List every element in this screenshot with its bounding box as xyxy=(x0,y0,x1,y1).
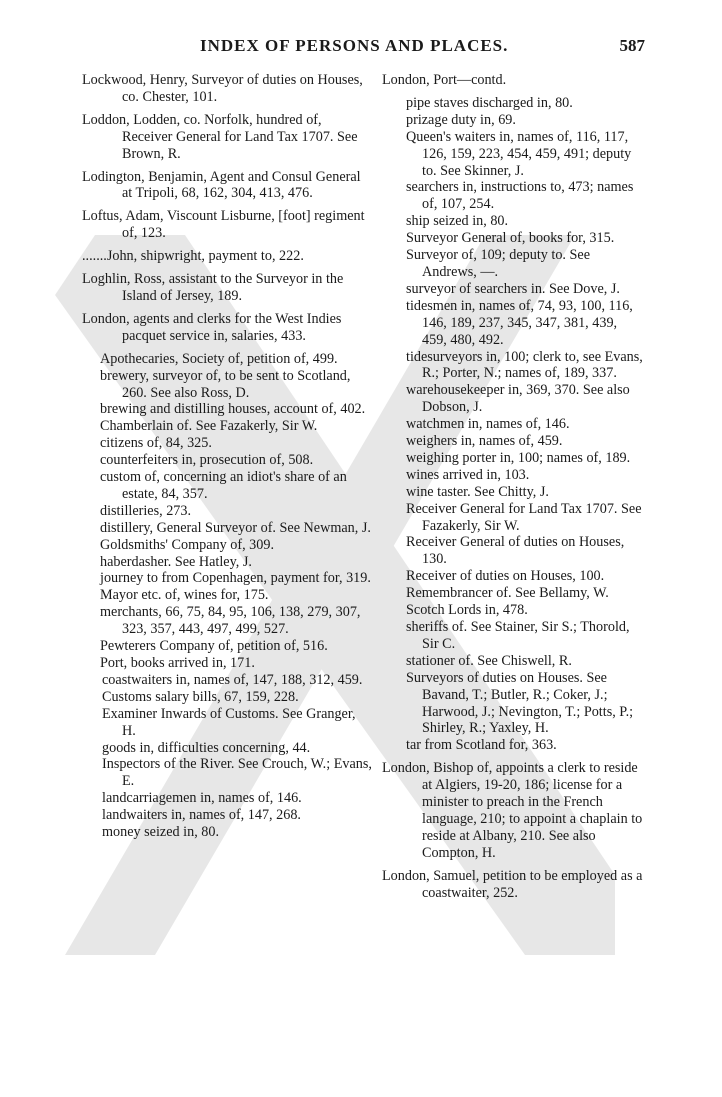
page-number: 587 xyxy=(619,36,645,55)
index-subentry: landcarriagemen in, names of, 146. xyxy=(102,790,302,807)
index-subentry: Scotch Lords in, 478. xyxy=(406,602,528,619)
index-entry: Loftus, Adam, Viscount Lisburne, [foot] regiment of, 123. xyxy=(82,208,365,242)
index-entry: .......John, shipwright, payment to, 222. xyxy=(82,248,304,265)
index-subentry: citizens of, 84, 325. xyxy=(100,435,212,452)
index-entry: Lockwood, Henry, Surveyor of duties on Houses, co. Chester, 101. xyxy=(82,72,363,105)
index-subentry: Examiner Inwards of Customs. See Granger, H. xyxy=(102,705,356,739)
index-subentry: Surveyor General of, books for, 315. xyxy=(406,230,615,247)
index-subentry: journey to from Copenhagen, payment for, 319. xyxy=(100,570,371,587)
index-entry: Loghlin, Ross, assistant to the Surveyor in the Island of Jersey, 189. xyxy=(82,271,344,304)
index-subentry: weighers in, names of, 459. xyxy=(406,433,563,450)
index-column-right xyxy=(382,72,644,908)
index-entry: London, Port—contd. xyxy=(382,72,507,88)
index-subentry: brewery, surveyor of, to be sent to Scotland, 260. See also Ross, D. xyxy=(100,367,351,401)
index-subentry: Surveyors of duties on Houses. See Bavand, T.; Butler, R.; Coker, J.; Harwood, J.; Nevington, T.; Potts, P.; Shirley, R.; Yaxley, H. xyxy=(406,669,634,737)
index-subentry: surveyor of searchers in. See Dove, J. xyxy=(406,280,620,297)
index-subentry: counterfeiters in, prosecution of, 508. xyxy=(100,452,314,469)
index-column-left xyxy=(82,72,372,841)
index-subentry: wines arrived in, 103. xyxy=(406,466,530,483)
index-subentry: haberdasher. See Hatley, J. xyxy=(100,553,252,570)
index-subentry: Surveyor of, 109; deputy to. See Andrews, —. xyxy=(406,247,591,280)
index-subentry: warehousekeeper in, 369, 370. See also Dobson, J. xyxy=(406,382,630,416)
index-subentry: prizage duty in, 69. xyxy=(406,111,516,128)
index-subentry: distilleries, 273. xyxy=(100,502,192,519)
index-subentry: money seized in, 80. xyxy=(102,824,220,841)
index-subentry: Queen's waiters in, names of, 116, 117, 126, 159, 223, 454, 459, 491; deputy to. See Skinner, J. xyxy=(406,128,632,179)
index-subentry: sheriffs of. See Stainer, Sir S.; Thorold, Sir C. xyxy=(406,619,630,652)
index-subentry: weighing porter in, 100; names of, 189. xyxy=(406,449,631,466)
index-entry: London, Samuel, petition to be employed as a coastwaiter, 252. xyxy=(382,867,643,901)
index-subentry: goods in, difficulties concerning, 44. xyxy=(102,739,311,756)
index-subentry: searchers in, instructions to, 473; names of, 107, 254. xyxy=(406,179,634,213)
index-subentry: pipe staves discharged in, 80. xyxy=(406,94,573,111)
index-entry: London, Bishop of, appoints a clerk to reside at Algiers, 19-20, 186; license for a minister to preach in the French language, 210; to appoint a chaplain to reside at Albany, 210. See also Compton, H. xyxy=(382,760,643,861)
page-title: INDEX OF PERSONS AND PLACES. xyxy=(200,36,509,55)
index-subentry: Inspectors of the River. See Crouch, W.; Evans, E. xyxy=(102,756,372,790)
index-subentry: Apothecaries, Society of, petition of, 499. xyxy=(100,350,338,367)
index-subentry: tidesmen in, names of, 74, 93, 100, 116, 146, 189, 237, 345, 347, 381, 439, 459, 480, 492. xyxy=(406,297,633,348)
index-subentry: custom of, concerning an idiot's share of an estate, 84, 357. xyxy=(100,469,347,502)
index-subentry: Receiver General of duties on Houses, 130. xyxy=(406,534,625,568)
index-subentry: tar from Scotland for, 363. xyxy=(406,737,557,754)
index-subentry: tidesurveyors in, 100; clerk to, see Evans, R.; Porter, N.; names of, 189, 337. xyxy=(406,348,643,382)
index-subentry: Port, books arrived in, 171. xyxy=(100,655,255,671)
index-subentry: coastwaiters in, names of, 147, 188, 312, 459. xyxy=(102,671,363,688)
index-entry: Loddon, Lodden, co. Norfolk, hundred of, Receiver General for Land Tax 1707. See Brown, R. xyxy=(82,111,358,162)
index-entry: Lodington, Benjamin, Agent and Consul General at Tripoli, 68, 162, 304, 413, 476. xyxy=(82,168,361,202)
index-subentry: Mayor etc. of, wines for, 175. xyxy=(100,587,269,604)
index-subentry: wine taster. See Chitty, J. xyxy=(406,483,549,500)
index-subentry: Receiver General for Land Tax 1707. See Fazakerly, Sir W. xyxy=(406,500,642,534)
index-subentry: Pewterers Company of, petition of, 516. xyxy=(100,638,328,655)
index-subentry: merchants, 66, 75, 84, 95, 106, 138, 279, 307, 323, 357, 443, 497, 499, 527. xyxy=(100,604,361,638)
index-subentry: landwaiters in, names of, 147, 268. xyxy=(102,807,301,824)
index-subentry: Receiver of duties on Houses, 100. xyxy=(406,568,605,585)
index-entry: London, agents and clerks for the West Indies pacquet service in, salaries, 433. xyxy=(82,310,342,344)
index-subentry: Goldsmiths' Company of, 309. xyxy=(100,536,274,553)
index-subentry: brewing and distilling houses, account of, 402. xyxy=(100,401,366,418)
index-subentry: distillery, General Surveyor of. See Newman, J. xyxy=(100,519,371,536)
index-subentry: Chamberlain of. See Fazakerly, Sir W. xyxy=(100,418,318,435)
index-subentry: stationer of. See Chiswell, R. xyxy=(406,652,572,669)
index-subentry: ship seized in, 80. xyxy=(406,213,509,230)
index-subentry: watchmen in, names of, 146. xyxy=(406,416,570,433)
page-header xyxy=(0,36,722,60)
index-subentry: Customs salary bills, 67, 159, 228. xyxy=(102,688,299,705)
index-subentry: Remembrancer of. See Bellamy, W. xyxy=(406,585,609,602)
